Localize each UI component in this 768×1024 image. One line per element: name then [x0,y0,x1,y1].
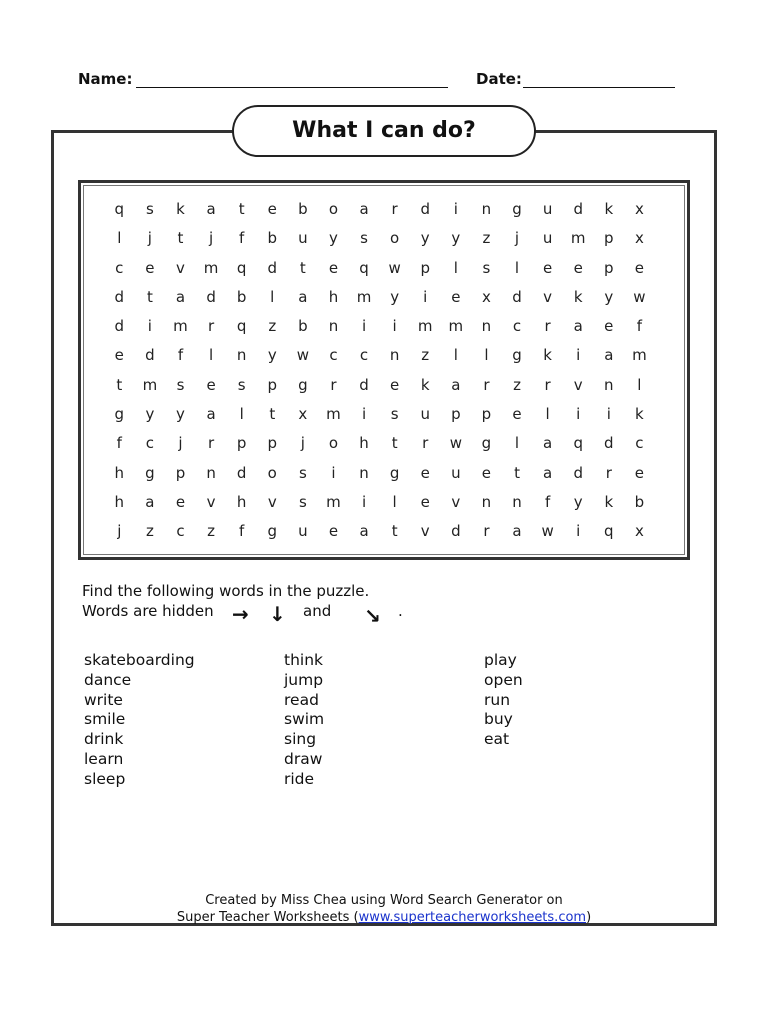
grid-letter: e [451,287,461,306]
grid-letter: d [420,200,430,218]
grid-letter: c [176,522,185,541]
grid-letter: u [542,229,553,248]
grid-letter: e [604,317,614,336]
grid-letter: u [451,463,461,482]
grid-letter: h [236,492,247,511]
grid-letter: a [206,200,216,218]
grid-letter: m [632,346,647,365]
grid-letter: m [142,375,158,394]
grid-letter: w [296,346,309,365]
grid-letter: j [514,229,520,248]
grid-letter: r [483,375,490,394]
grid-letter: t [146,287,153,306]
grid-letter: c [329,346,338,365]
grid-letter: v [451,492,461,511]
grid-letter: n [481,200,492,218]
grid-letter: y [329,229,338,248]
grid-letter: a [359,522,369,541]
grid-letter: n [206,463,216,482]
grid-letter: e [145,258,155,277]
grid-letter: w [449,434,462,453]
grid-letter: i [361,492,367,511]
grid-letter: e [267,200,277,218]
grid-letter: r [544,375,551,394]
grid-letter: a [206,405,216,424]
grid-letter: x [298,405,308,424]
grid-letter: u [542,200,553,218]
grid-letter: d [145,346,155,365]
grid-letter: e [512,405,522,424]
grid-letter: n [481,492,492,511]
grid-letter: x [481,287,491,306]
word-list-item: think [284,651,324,669]
grid-letter: p [451,405,461,424]
grid-letter: u [298,522,308,541]
word-list-column-3 [484,651,523,750]
grid-letter: f [116,434,122,453]
grid-letter: t [269,405,276,424]
grid-letter: r [330,375,337,394]
grid-letter: b [298,317,308,336]
grid-letter: s [298,463,307,482]
footer-credit-line: Created by Miss Chea using Word Search Generator on [205,893,563,908]
grid-letter: f [239,522,245,541]
grid-letter: p [175,463,186,482]
grid-letter: d [236,463,247,482]
letter-grid [104,195,664,547]
grid-letter: v [206,492,216,511]
word-list-item: run [484,690,511,709]
grid-letter: b [634,492,645,511]
grid-letter: q [604,522,614,541]
grid-letter: y [390,287,400,306]
grid-letter: k [543,346,552,365]
grid-letter: v [176,258,185,277]
footer-link[interactable]: www.superteacherworksheets.com [358,910,587,925]
grid-letter: l [239,405,244,424]
grid-letter: l [270,287,275,306]
grid-letter: r [605,463,612,482]
grid-letter: t [514,463,520,482]
arrow-diagonal-icon: ↘ [364,604,381,628]
grid-letter: s [298,492,307,511]
grid-letter: a [175,287,186,306]
grid-letter: o [390,229,400,248]
grid-letter: h [328,287,339,306]
grid-letter: e [175,492,186,511]
grid-letter: l [514,434,520,453]
grid-letter: g [145,463,155,482]
grid-letter: y [420,229,430,248]
grid-letter: s [176,375,185,394]
grid-letter: e [481,463,492,482]
grid-letter: f [239,229,245,248]
grid-letter: r [422,434,429,453]
grid-letter: e [634,258,644,277]
grid-letter: e [420,492,430,511]
grid-letter: l [514,258,520,277]
frame-top-edge-left [51,130,241,133]
grid-letter: a [359,200,369,218]
grid-letter: r [483,522,490,541]
grid-letter: p [604,229,614,248]
word-list-item: drink [84,730,124,749]
word-list-column-2 [284,651,324,790]
arrow-down-icon: ↓ [269,602,286,626]
grid-letter: v [543,287,553,306]
word-list-item: sing [284,730,317,749]
word-list-item: play [484,651,517,669]
grid-letter: d [359,375,369,394]
grid-letter: h [114,492,125,511]
word-list-item: swim [284,710,325,729]
grid-letter: q [114,200,125,218]
grid-letter: t [116,375,123,394]
grid-letter: s [482,258,491,277]
grid-letter: l [392,492,397,511]
grid-letter: l [545,405,550,424]
grid-letter: n [389,346,400,365]
grid-letter: r [207,434,215,453]
grid-letter: s [145,200,154,218]
grid-letter: e [390,375,400,394]
grid-letter: y [451,229,461,248]
grid-letter: e [573,258,583,277]
word-list-item: eat [484,730,510,749]
grid-letter: x [634,229,644,248]
grid-letter: g [298,375,308,394]
grid-letter: m [203,258,219,277]
grid-letter: k [635,405,644,424]
grid-letter: r [207,317,215,336]
word-list-item: open [484,670,523,689]
grid-letter: z [145,522,154,541]
grid-letter: f [636,317,643,336]
grid-letter: p [236,434,247,453]
grid-letter: g [389,463,400,482]
grid-letter: i [361,405,367,424]
grid-letter: a [451,375,461,394]
grid-letter: w [388,258,401,277]
grid-letter: i [392,317,397,336]
grid-letter: g [512,346,522,365]
grid-letter: f [177,346,184,365]
grid-letter: m [448,317,464,336]
instructions-line-1: Find the following words in the puzzle. [82,582,370,600]
grid-letter: q [236,317,247,336]
grid-letter: a [512,522,522,541]
grid-letter: v [267,492,277,511]
grid-letter: t [391,522,398,541]
word-list-item: buy [484,710,513,729]
grid-letter: n [512,492,522,511]
grid-letter: w [633,287,646,306]
grid-letter: i [576,346,581,365]
grid-letter: z [207,522,216,541]
grid-letter: m [417,317,433,336]
grid-letter: i [453,200,458,218]
grid-letter: p [267,434,278,453]
word-list-item: learn [84,749,124,768]
instructions-period: . [398,602,403,620]
grid-letter: e [328,522,339,541]
grid-letter: m [326,492,341,511]
grid-letter: y [267,346,277,365]
grid-letter: p [420,258,430,277]
grid-letter: i [606,405,611,424]
grid-letter: c [635,434,644,453]
grid-letter: k [176,200,185,218]
grid-letter: s [390,405,399,424]
footer-source-suffix: ) [586,910,592,925]
grid-letter: i [423,287,428,306]
grid-letter: a [604,346,614,365]
grid-letter: l [117,229,122,248]
grid-letter: y [604,287,614,306]
grid-letter: e [420,463,430,482]
grid-letter: c [115,258,124,277]
grid-letter: i [576,405,581,424]
instructions-line-2: Words are hidden [82,602,214,620]
grid-letter: h [359,434,369,453]
grid-letter: v [573,375,583,394]
grid-letter: q [359,258,369,277]
grid-letter: i [147,317,152,336]
grid-letter: a [573,317,583,336]
word-list-item: read [284,690,319,709]
grid-letter: y [176,405,185,424]
grid-letter: i [361,317,367,336]
grid-letter: i [331,463,336,482]
grid-letter: u [420,405,430,424]
grid-letter: y [573,492,583,511]
grid-letter: n [604,375,614,394]
arrow-right-icon: → [232,602,249,626]
grid-letter: n [328,317,339,336]
grid-letter: n [481,317,492,336]
grid-letter: t [177,229,184,248]
word-list-item: jump [284,670,324,689]
grid-letter: g [114,405,125,424]
grid-letter: c [145,434,155,453]
grid-letter: h [114,463,125,482]
grid-letter: q [573,434,583,453]
word-list-item: smile [84,710,126,729]
grid-letter: z [421,346,430,365]
grid-letter: u [298,229,308,248]
grid-letter: k [573,287,583,306]
grid-letter: e [328,258,339,277]
grid-letter: d [512,287,522,306]
word-list-column-1 [84,651,195,790]
grid-letter: t [238,200,245,218]
grid-letter: l [208,346,214,365]
grid-letter: z [482,229,491,248]
grid-letter: t [299,258,306,277]
grid-letter: g [267,522,278,541]
word-list-item: draw [284,749,323,768]
word-list-item: ride [284,769,315,788]
grid-letter: x [634,200,644,218]
grid-letter: l [453,258,458,277]
grid-letter: r [391,200,398,218]
word-list-item: skateboarding [84,651,195,669]
grid-letter: g [512,200,522,218]
grid-letter: d [267,258,278,277]
grid-letter: l [637,375,642,394]
grid-letter: m [356,287,372,306]
grid-letter: d [573,200,583,218]
grid-letter: d [114,287,125,306]
grid-letter: i [576,522,581,541]
grid-letter: m [570,229,586,248]
word-list-item: sleep [84,769,126,788]
grid-letter: r [544,317,551,336]
grid-letter: e [114,346,124,365]
worksheet-header [0,70,768,94]
grid-letter: e [206,375,216,394]
frame-top-edge-right [530,130,717,133]
grid-letter: s [360,229,368,248]
grid-letter: z [268,317,277,336]
grid-letter: p [481,405,492,424]
grid-letter: k [420,375,430,394]
grid-letter: c [512,317,522,336]
grid-letter: d [573,463,583,482]
grid-letter: o [267,463,277,482]
grid-letter: o [328,200,339,218]
grid-letter: j [178,434,183,453]
grid-letter: v [420,522,430,541]
grid-letter: x [634,522,644,541]
grid-letter: p [267,375,278,394]
grid-letter: e [634,463,644,482]
name-field[interactable] [136,87,448,88]
grid-letter: j [300,434,305,453]
grid-letter: l [484,346,489,365]
grid-letter: a [543,463,553,482]
grid-letter: p [604,258,614,277]
grid-letter: l [453,346,458,365]
grid-letter: d [451,522,461,541]
grid-letter: s [237,375,246,394]
grid-letter: j [208,229,214,248]
grid-letter: b [298,200,308,218]
grid-letter: z [513,375,521,394]
grid-letter: b [267,229,278,248]
grid-letter: n [359,463,369,482]
grid-letter: n [236,346,247,365]
grid-letter: a [543,434,553,453]
date-field[interactable] [523,87,675,88]
grid-letter: y [145,405,155,424]
grid-letter: a [298,287,308,306]
name-label: Name: [78,70,133,88]
grid-letter: j [147,229,152,248]
word-list-item: dance [84,670,132,689]
grid-letter: m [173,317,188,336]
word-list-item: write [84,690,123,709]
grid-letter: j [117,522,122,541]
grid-letter: k [604,200,614,218]
grid-letter: b [236,287,247,306]
grid-letter: k [604,492,614,511]
page-title: What I can do? [232,105,536,157]
grid-letter: t [391,434,398,453]
grid-letter: w [541,522,554,541]
grid-letter: d [604,434,614,453]
footer-source-prefix: Super Teacher Worksheets ( [176,910,359,925]
grid-letter: c [359,346,369,365]
grid-letter: q [236,258,247,277]
grid-letter: f [544,492,551,511]
grid-letter: e [542,258,553,277]
footer-source-line [51,910,717,925]
grid-letter: g [481,434,492,453]
word-search-box [78,180,690,560]
grid-letter: d [206,287,216,306]
grid-letter: d [114,317,125,336]
grid-letter: m [326,405,341,424]
date-label: Date: [476,70,522,88]
grid-letter: o [328,434,339,453]
grid-letter: a [145,492,155,511]
and-label: and [303,602,332,620]
